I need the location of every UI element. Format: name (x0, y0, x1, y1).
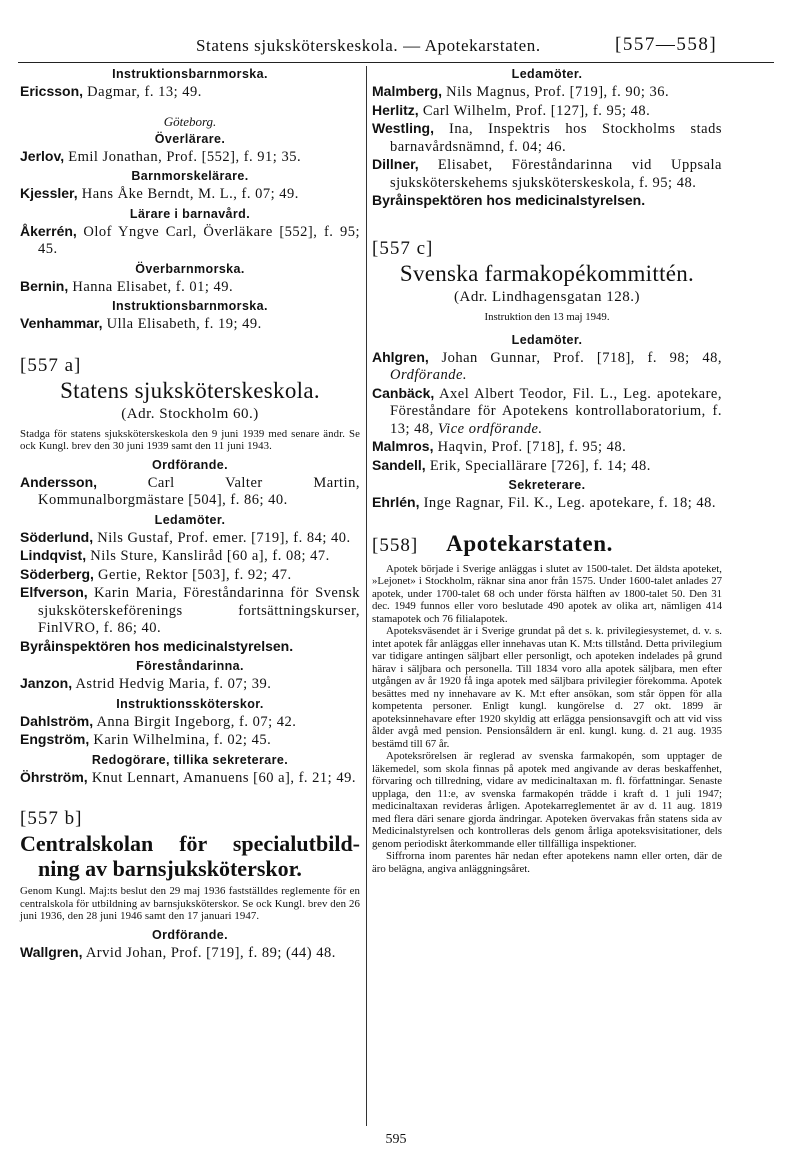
statute-note: Stadga för statens sjuksköterskeskola den 9 juni 1939 med senare ändr. Se ock Kungl. brev den 30 juni 1939 samt den 11 juni 1943. (20, 427, 360, 452)
entry (372, 457, 722, 476)
entry-name: Herlitz, (372, 101, 419, 118)
entry-text: Axel Albert Teodor, Fil. L., Leg. apotekare, Föreståndare för Apotekens kontrollaboratorium, f. 13; 48, (390, 385, 722, 437)
section-range: [557—558] (615, 34, 718, 55)
entry (372, 192, 722, 211)
subheading: Ledamöter. (154, 512, 226, 527)
entry-text: Karin Wilhelmina, f. 02; 45. (89, 732, 272, 748)
entry-text: Nils Sture, Kanslіråd [60 a], f. 08; 47. (86, 548, 330, 564)
subheading: Ordförande. (152, 927, 228, 942)
entry-name: Malmberg, (372, 83, 443, 99)
entry-name: Bernin, (20, 277, 69, 294)
header-rule (18, 62, 774, 63)
entry-text: Anna Birgit Ingeborg, f. 07; 42. (93, 713, 297, 730)
entry (20, 83, 360, 102)
instruction-note: Instruktion den 13 maj 1949. (484, 310, 610, 323)
subheading: Överlärare. (154, 131, 226, 146)
entry-name: Byråinspektören hos medicinalstyrelsen. (372, 192, 646, 208)
subheading: Instruktionsbarnmorska. (112, 67, 268, 81)
entry-text: Inge Ragnar, Fil. K., Leg. apotekare, f. 18; 48. (419, 495, 716, 511)
entry (20, 769, 360, 788)
entry (372, 102, 722, 121)
entry-text: Johan Gunnar, Prof. [718], f. 98; 48, (428, 349, 722, 366)
entry-name: Kjessler, (20, 185, 78, 201)
entry-text: Olof Yngve Carl, Överläkare [552], f. 95; 45. (38, 223, 360, 257)
subheading: Ledamöter. (511, 67, 583, 81)
entry-text: Hanna Elisabet, f. 01; 49. (68, 278, 234, 295)
entry-name: Andersson, (20, 473, 98, 490)
entry-name: Wallgren, (20, 943, 83, 960)
subheading: Instruktionssköterskor. (116, 696, 264, 711)
subheading: Instruktionsbarnmorska. (112, 299, 268, 313)
section-number: [558] (372, 534, 419, 556)
section-address: (Adr. Lindhagensgatan 128.) (454, 288, 640, 305)
entry (372, 438, 722, 457)
running-header: Statens sjuksköterskeskola. — Apotekarstaten. (196, 36, 541, 55)
entry-role: Ordförande. (390, 367, 468, 383)
entry (20, 731, 360, 750)
paragraph: Apoteksrörelsen är reglerad av svenska farmakopén, som upptager de läkemedel, som skola finnas på apotek med angivande av deras beskaffenhet, förvaring och tillredning, vidare av medicinaltaxan m. fl. författningar. Senaste upplaga, den 11:e, av svenska farmakopén trädde i kraft d. 1 juli 1947; medicinaltaxan revideras årligen. Apotekarreglementet är av d. 11 aug. 1819 med flera däri senare gjorda ändringar. Apoteken övervakas från statens sida av Medicinalstyrelsen och kontrolleras dels genom årliga apoteksvisitationer, dels genom periodiskt återkommande eller tillfälliga inspektioner. (372, 750, 722, 850)
entry-text: Karin Maria, Föreståndarinna för Svensk sjuksköterskeförenings fortsättningskurser, FinlVRO, f. 86; 40. (38, 585, 360, 636)
section-title: Statens sjuksköterskeskola. (60, 377, 320, 403)
entry-name: Sandell, (372, 456, 426, 473)
entry-name: Janzon, (20, 675, 73, 691)
entry (20, 148, 360, 167)
paragraph: Siffrorna inom parentes här nedan efter apotekens namn eller orten, där de äro belägna, angiva anläggningsåret. (372, 850, 722, 875)
entry-name: Canbäck, (372, 384, 435, 401)
entry-text: Arvid Johan, Prof. [719], f. 89; (44) 48. (82, 944, 336, 961)
entry (20, 529, 360, 548)
entry-text: Astrid Hedvig Maria, f. 07; 39. (72, 676, 272, 692)
entry (372, 156, 722, 192)
entry-text: Ulla Elisabeth, f. 19; 49. (102, 316, 262, 332)
subheading: Lärare i barnavård. (129, 206, 251, 221)
entry (20, 944, 360, 963)
entry (372, 385, 722, 439)
section-number: [557 c] (372, 237, 434, 259)
column-rule (366, 66, 367, 1126)
entry-text: Emil Jonathan, Prof. [552], f. 91; 35. (64, 148, 302, 165)
entry-name: Dillner, (372, 156, 419, 172)
entry-text: Haqvin, Prof. [718], f. 95; 48. (433, 439, 627, 455)
entry-text: Carl Valter Martin, Kommunalborgmästare [504], f. 86; 40. (38, 474, 360, 508)
statute-note: Genom Kungl. Maj:ts beslut den 29 maj 1936 fastställdes reglemente för en centralskola för utbildning av barnsjuksköterskor. Se ock Kungl. brev den 26 juni 1936, den 28 juni 1946 samt den 17 januari 1947. (20, 885, 360, 922)
entry-text: Carl Wilhelm, Prof. [127], f. 95; 48. (418, 102, 651, 119)
subheading: Ledamöter. (511, 332, 583, 347)
section-title: Svenska farmakopékommittén. (399, 260, 695, 286)
entry-text: Gertie, Rektor [503], f. 92; 47. (93, 566, 292, 583)
entry (20, 675, 360, 694)
entry-name: Söderberg, (20, 565, 94, 582)
entry-name: Öhrström, (20, 768, 88, 785)
entry-name: Byråinspektören hos medicinalstyrelsen. (20, 637, 294, 654)
subheading: Föreståndarinna. (136, 659, 244, 673)
section-title: Apotekarstaten. (446, 530, 613, 556)
subheading: Överbarnmorska. (135, 261, 245, 276)
entry-text: Nils Gustaf, Prof. emer. [719], f. 84; 40. (93, 529, 351, 546)
entry (20, 278, 360, 297)
subheading: Redogörare, tillika sekreterare. (91, 752, 289, 767)
entry-text: Elisabet, Föreståndarinna vid Uppsala sjuksköterskehems sjuksköterskeskola, f. 95; 48. (390, 157, 722, 191)
entry-name: Malmros, (372, 438, 434, 454)
entry (372, 494, 722, 513)
entry-name: Ehrlén, (372, 494, 420, 510)
entry-name: Venhammar, (20, 315, 103, 331)
entry-name: Jerlov, (20, 147, 65, 164)
left-column (20, 64, 360, 962)
subheading: Barnmorskelärare. (131, 169, 249, 183)
entry-name: Engström, (20, 731, 90, 747)
entry-text: Nils Magnus, Prof. [719], f. 90; 36. (442, 84, 670, 100)
paragraph: Apoteksväsendet är i Sverige grundat på det s. k. privilegiesystemet, d. v. s. intet apotek får anläggas eller innehavas utan K. M:ts tillstånd. Detta privilegium var tidigare antingen säljbart eller personligt, och apoteken indelades på grund härav i säljbara och personella. Till 1834 voro alla apotek säljbara, men efter utgången av år 1920 få inga apotek med säljbara privilegier förekomma. Apotek besättes med ny innehavare av K. M:t efter ansökan, som står öppen för alla kompetenta personer. Enligt kungl. kungörelse d. 27 okt. 1899 är apoteksinnehavare efter 1920 skyldig att erlägga pensionsavgift och att vid viss ålder avgå med pension. Pensionsåldern är enl. kungl. kung. d. 21 aug. 1935 bestämd till 67 år. (372, 625, 722, 750)
entry-name: Lindqvist, (20, 547, 87, 563)
section-address: (Adr. Stockholm 60.) (121, 405, 259, 422)
page-number: 595 (385, 1132, 407, 1147)
entry (20, 638, 360, 657)
entry-text: Dagmar, f. 13; 49. (83, 84, 202, 100)
entry (20, 584, 360, 638)
entry-text: Hans Åke Berndt, M. L., f. 07; 49. (77, 186, 299, 202)
section-heading (372, 531, 722, 557)
right-column (372, 64, 722, 875)
entry-name: Ahlgren, (372, 348, 429, 365)
entry (20, 223, 360, 259)
entry (20, 566, 360, 585)
entry-text: Ina, Inspektris hos Stockholms stads barnavårdsnämnd, f. 04; 46. (390, 121, 722, 155)
entry-name: Åkerrén, (20, 222, 77, 239)
section-number: [557 a] (20, 354, 82, 376)
city-heading: Göteborg. (163, 113, 217, 129)
entry-name: Ericsson, (20, 83, 84, 99)
entry (372, 83, 722, 102)
section-title: Centralskolan för specialutbild- (20, 831, 360, 856)
subheading: Ordförande. (152, 457, 228, 472)
entry (20, 185, 360, 204)
entry-text: Knut Lennart, Amanuens [60 a], f. 21; 49. (87, 769, 356, 786)
entry (20, 315, 360, 334)
entry (20, 547, 360, 566)
section-number: [557 b] (20, 808, 83, 829)
entry-name: Söderlund, (20, 528, 94, 545)
subheading: Sekreterare. (508, 478, 586, 492)
entry (372, 349, 722, 385)
entry (372, 120, 722, 156)
entry (20, 713, 360, 732)
entry-name: Dahlström, (20, 712, 94, 729)
entry (20, 474, 360, 510)
entry-text: Erik, Speciallärare [726], f. 14; 48. (425, 457, 651, 474)
entry-name: Westling, (372, 120, 434, 136)
entry-name: Elfverson, (20, 584, 88, 600)
section-title-cont: ning av barnsjuksköterskor. (38, 856, 302, 881)
paragraph: Apotek började i Sverige anläggas i slutet av 1500-talet. Det äldsta apoteket, »Lejonet» i Stockholm, räknar sina anor från 1575. Under 1600-talet anlades 27 apotek, under 1700-talet 68 och under första hälften av 1800-talet 50. Den 31 dec. 1949 funnos eller voro beslutade 490 apotek av olika art, nämligen 414 stamapotek och 76 filialapotek. (372, 562, 722, 625)
entry-role: Vice ordförande. (437, 420, 543, 437)
